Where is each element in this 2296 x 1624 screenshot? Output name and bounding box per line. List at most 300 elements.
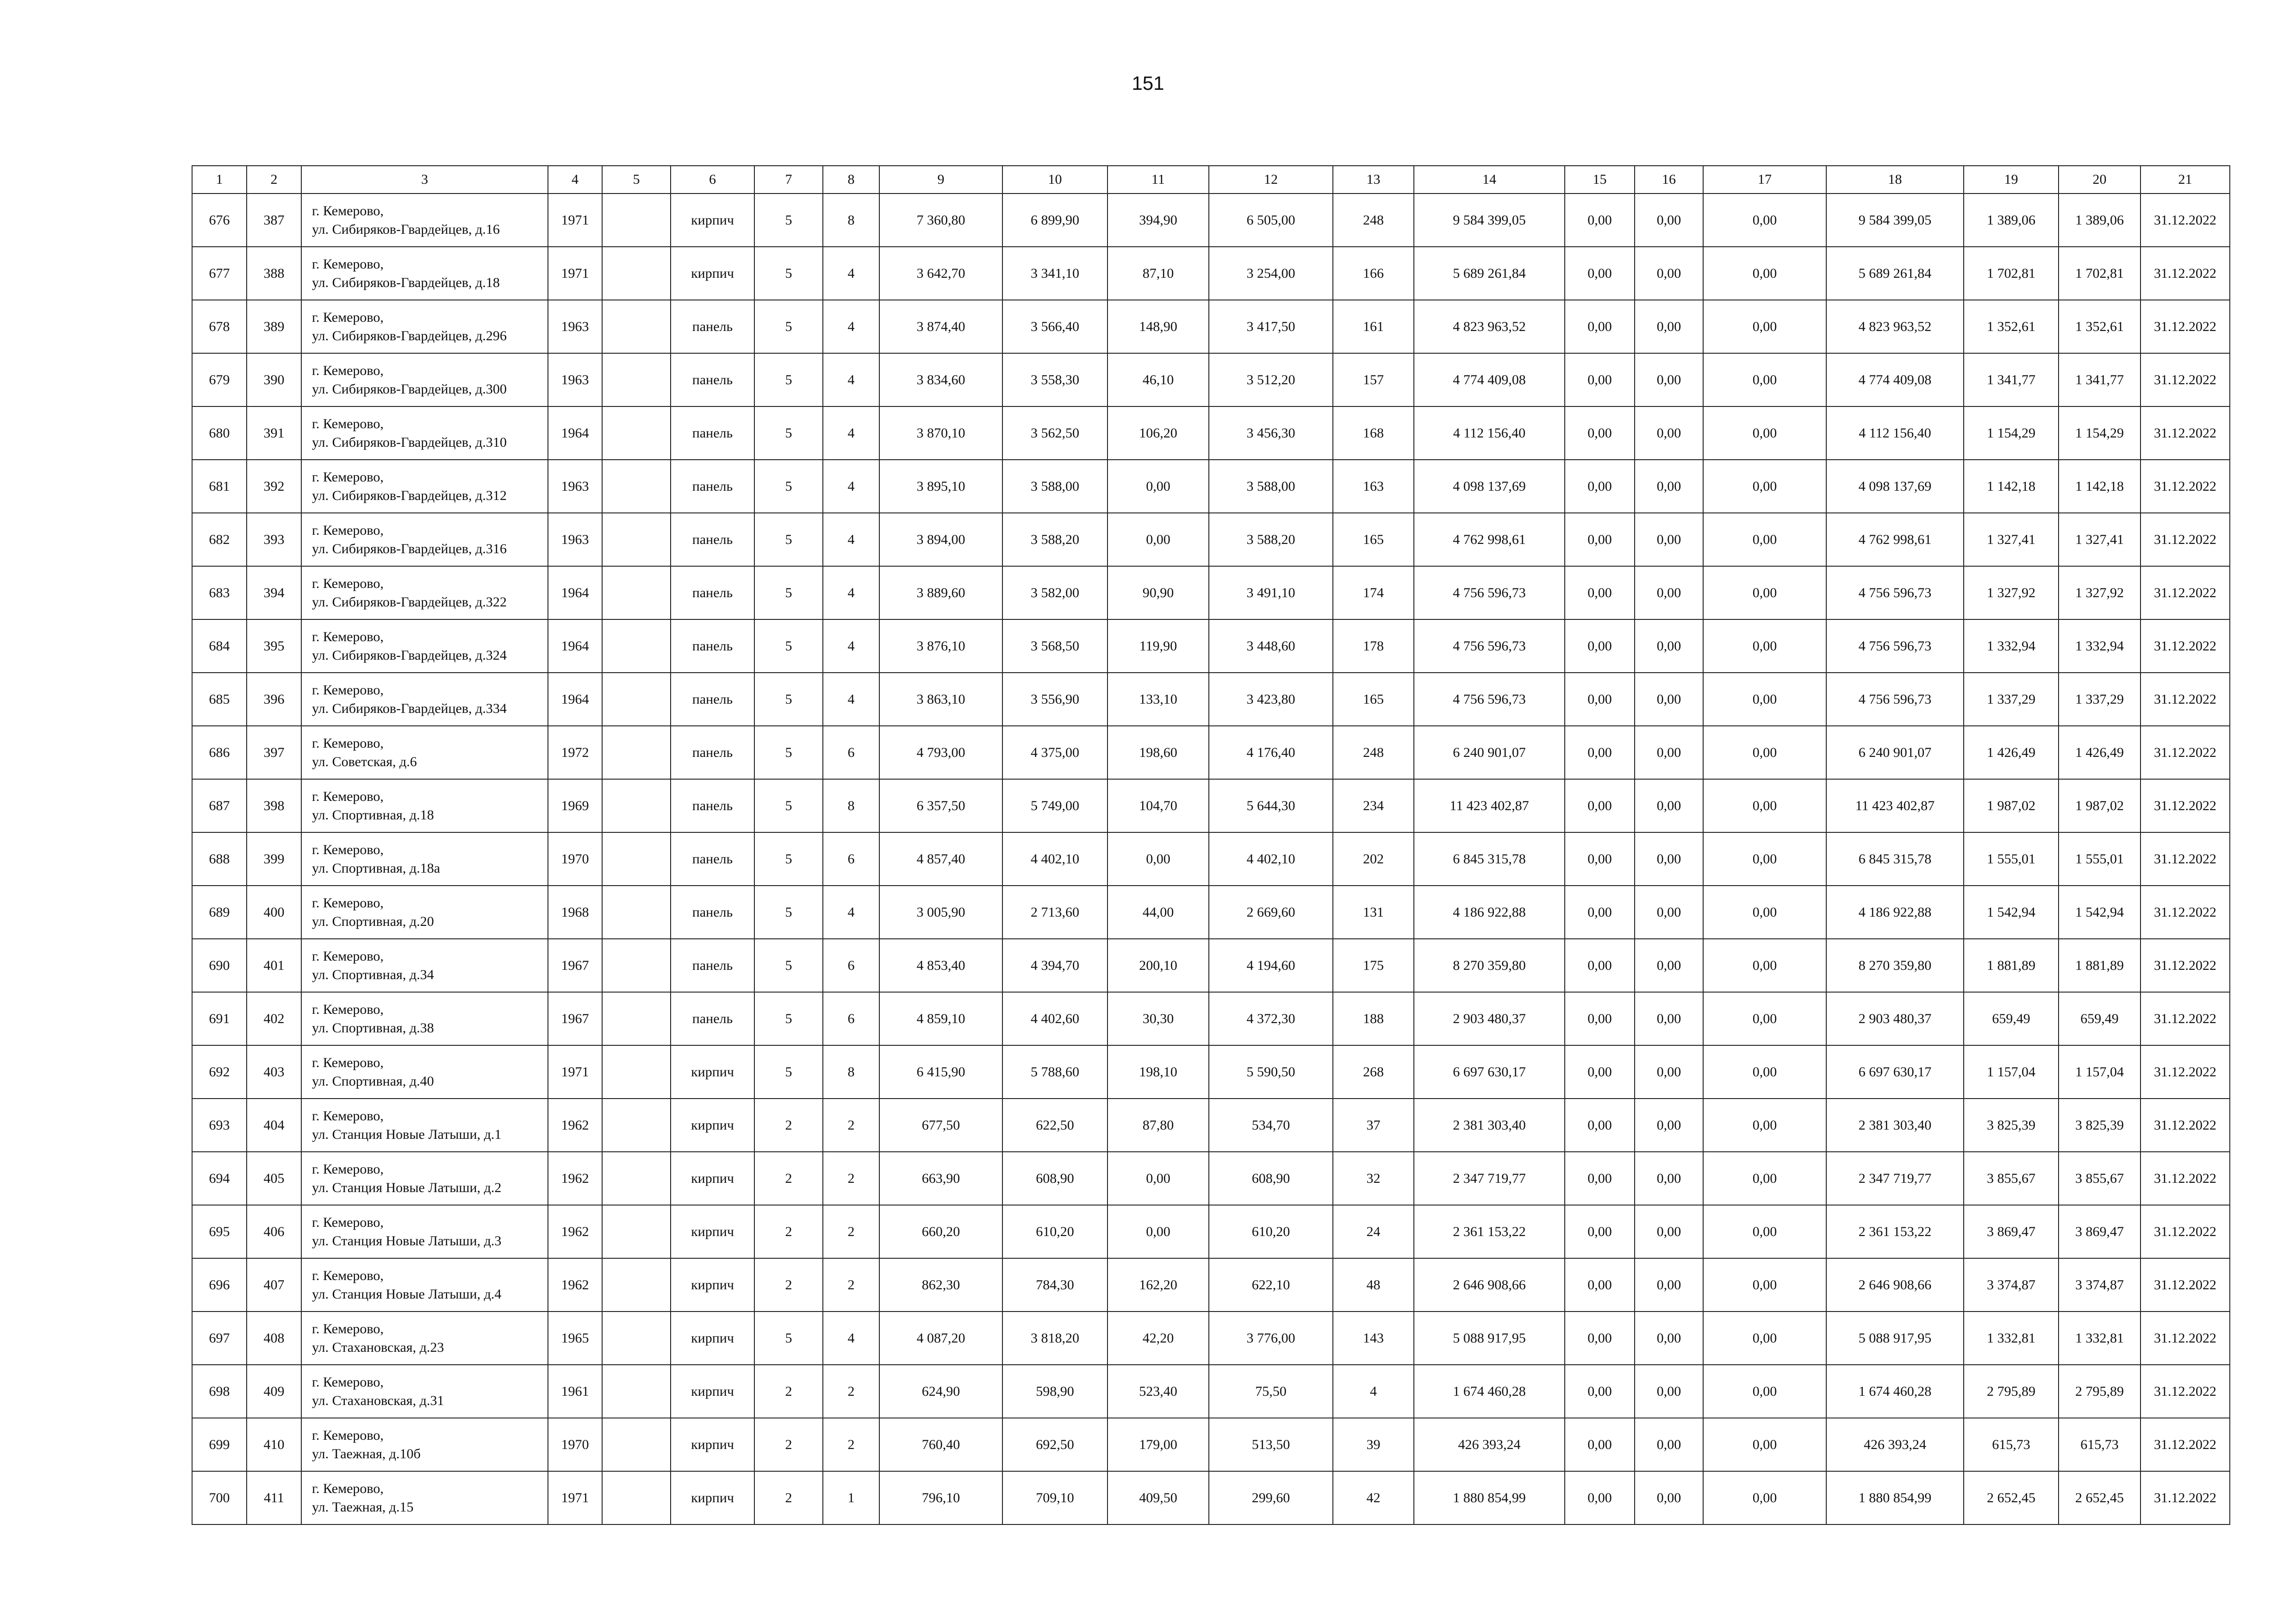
table-cell: 87,10	[1108, 247, 1209, 300]
column-header: 2	[247, 166, 301, 194]
table-cell: 4 756 596,73	[1826, 673, 1964, 726]
table-cell: 0,00	[1635, 992, 1703, 1045]
table-cell: 0,00	[1635, 1099, 1703, 1152]
table-cell: 3 889,60	[879, 566, 1002, 619]
table-cell: 31.12.2022	[2140, 726, 2230, 779]
table-cell: кирпич	[671, 1471, 754, 1524]
table-cell: 0,00	[1635, 619, 1703, 673]
table-cell	[602, 1471, 671, 1524]
table-cell: 1 154,29	[1964, 406, 2059, 460]
table-cell: 697	[192, 1312, 247, 1365]
table-cell: 0,00	[1635, 513, 1703, 566]
table-cell: 162,20	[1108, 1258, 1209, 1312]
table-cell: 6 240 901,07	[1414, 726, 1565, 779]
table-cell: 75,50	[1209, 1365, 1333, 1418]
table-cell: 8	[823, 194, 879, 247]
table-cell: 1 674 460,28	[1414, 1365, 1565, 1418]
table-cell: панель	[671, 353, 754, 406]
table-cell: 3 568,50	[1002, 619, 1108, 673]
table-cell: 408	[247, 1312, 301, 1365]
table-cell: панель	[671, 673, 754, 726]
table-cell: 0,00	[1635, 460, 1703, 513]
address-street: ул. Станция Новые Латыши, д.1	[312, 1126, 502, 1142]
table-cell: 5 689 261,84	[1826, 247, 1964, 300]
address-street: ул. Сибиряков-Гвардейцев, д.16	[312, 221, 500, 237]
table-cell: 0,00	[1565, 1205, 1635, 1258]
column-header: 15	[1565, 166, 1635, 194]
table-cell: 5	[754, 513, 823, 566]
address-cell	[301, 194, 548, 247]
table-cell: 1 327,41	[1964, 513, 2059, 566]
table-cell: 0,00	[1703, 460, 1826, 513]
table-row	[192, 406, 2230, 460]
table-cell: 0,00	[1703, 300, 1826, 353]
address-city: г. Кемерово,	[312, 1268, 384, 1283]
table-cell: 396	[247, 673, 301, 726]
table-cell: 0,00	[1703, 1471, 1826, 1524]
address-cell	[301, 1471, 548, 1524]
table-cell: 1965	[548, 1312, 602, 1365]
column-header: 13	[1333, 166, 1414, 194]
table-cell: 784,30	[1002, 1258, 1108, 1312]
table-cell: 2 646 908,66	[1826, 1258, 1964, 1312]
table-cell: 1962	[548, 1205, 602, 1258]
table-cell	[602, 832, 671, 886]
column-header: 8	[823, 166, 879, 194]
table-cell: 198,60	[1108, 726, 1209, 779]
table-cell: 1 426,49	[2059, 726, 2140, 779]
table-cell: 1	[823, 1471, 879, 1524]
table-cell: 87,80	[1108, 1099, 1209, 1152]
table-row	[192, 939, 2230, 992]
table-cell: 4	[823, 247, 879, 300]
address-city: г. Кемерово,	[312, 842, 384, 857]
table-cell: 1 332,94	[2059, 619, 2140, 673]
address-cell	[301, 406, 548, 460]
table-cell: 1964	[548, 406, 602, 460]
table-cell: 1 881,89	[2059, 939, 2140, 992]
table-cell: 5	[754, 460, 823, 513]
table-cell: 106,20	[1108, 406, 1209, 460]
table-cell: 1 327,92	[2059, 566, 2140, 619]
table-row	[192, 886, 2230, 939]
table-cell: 2	[754, 1205, 823, 1258]
address-cell	[301, 1418, 548, 1471]
table-row	[192, 513, 2230, 566]
table-cell: 5	[754, 353, 823, 406]
table-cell: панель	[671, 939, 754, 992]
table-cell: 5 088 917,95	[1826, 1312, 1964, 1365]
table-cell: 31.12.2022	[2140, 832, 2230, 886]
table-cell: 407	[247, 1258, 301, 1312]
table-cell: 660,20	[879, 1205, 1002, 1258]
table-cell: 678	[192, 300, 247, 353]
table-cell: кирпич	[671, 1099, 754, 1152]
table-cell: 4	[1333, 1365, 1414, 1418]
table-cell: 1962	[548, 1099, 602, 1152]
table-cell	[602, 619, 671, 673]
table-cell: 5	[754, 566, 823, 619]
address-cell	[301, 1365, 548, 1418]
table-cell: 31.12.2022	[2140, 513, 2230, 566]
table-cell: 1 542,94	[1964, 886, 2059, 939]
table-cell: 4	[823, 673, 879, 726]
table-cell: 2	[754, 1471, 823, 1524]
table-cell: 862,30	[879, 1258, 1002, 1312]
table-cell: 689	[192, 886, 247, 939]
address-cell	[301, 353, 548, 406]
table-cell: 48	[1333, 1258, 1414, 1312]
table-cell: 0,00	[1565, 194, 1635, 247]
table-cell: 0,00	[1565, 460, 1635, 513]
address-street: ул. Сибиряков-Гвардейцев, д.296	[312, 328, 507, 344]
table-cell	[602, 1418, 671, 1471]
table-cell: 2	[823, 1099, 879, 1152]
table-cell: 1970	[548, 1418, 602, 1471]
table-cell: 598,90	[1002, 1365, 1108, 1418]
table-cell: 690	[192, 939, 247, 992]
table-cell: 3 863,10	[879, 673, 1002, 726]
table-cell: 692	[192, 1045, 247, 1099]
table-cell: 0,00	[1108, 832, 1209, 886]
table-cell: 5	[754, 939, 823, 992]
address-street: ул. Стахановская, д.31	[312, 1393, 444, 1408]
address-cell	[301, 673, 548, 726]
table-cell: 11 423 402,87	[1826, 779, 1964, 832]
table-cell: 1967	[548, 992, 602, 1045]
table-cell	[602, 247, 671, 300]
table-cell: 0,00	[1565, 832, 1635, 886]
table-cell: 24	[1333, 1205, 1414, 1258]
table-cell: 686	[192, 726, 247, 779]
table-cell	[602, 1045, 671, 1099]
table-cell: 5 088 917,95	[1414, 1312, 1565, 1365]
column-header: 19	[1964, 166, 2059, 194]
table-cell: 3 491,10	[1209, 566, 1333, 619]
table-cell: 234	[1333, 779, 1414, 832]
table-cell: 0,00	[1703, 566, 1826, 619]
address-cell	[301, 1099, 548, 1152]
table-cell: 165	[1333, 513, 1414, 566]
table-cell: 709,10	[1002, 1471, 1108, 1524]
table-cell: 31.12.2022	[2140, 1312, 2230, 1365]
table-cell: 4 859,10	[879, 992, 1002, 1045]
table-cell: 610,20	[1002, 1205, 1108, 1258]
table-cell: 31.12.2022	[2140, 194, 2230, 247]
table-cell: 696	[192, 1258, 247, 1312]
table-cell: 0,00	[1565, 1365, 1635, 1418]
table-cell: 403	[247, 1045, 301, 1099]
housing-registry-table	[192, 165, 2230, 1525]
table-cell: 31.12.2022	[2140, 1258, 2230, 1312]
table-row	[192, 1312, 2230, 1365]
table-cell: 2 381 303,40	[1826, 1099, 1964, 1152]
address-cell	[301, 1205, 548, 1258]
table-cell: 198,10	[1108, 1045, 1209, 1099]
table-cell: 0,00	[1703, 619, 1826, 673]
table-cell: 683	[192, 566, 247, 619]
address-street: ул. Сибиряков-Гвардейцев, д.316	[312, 541, 507, 556]
table-cell: 178	[1333, 619, 1414, 673]
table-cell: 4 756 596,73	[1414, 566, 1565, 619]
table-cell: 398	[247, 779, 301, 832]
table-cell: 31.12.2022	[2140, 886, 2230, 939]
address-city: г. Кемерово,	[312, 735, 384, 751]
table-cell: 693	[192, 1099, 247, 1152]
table-cell: 2 903 480,37	[1414, 992, 1565, 1045]
table-cell: 1 157,04	[1964, 1045, 2059, 1099]
table-cell: 7 360,80	[879, 194, 1002, 247]
table-row	[192, 619, 2230, 673]
table-cell: 6	[823, 992, 879, 1045]
table-cell: 4 112 156,40	[1414, 406, 1565, 460]
table-cell: 4 098 137,69	[1414, 460, 1565, 513]
table-cell: 5	[754, 779, 823, 832]
address-cell	[301, 1045, 548, 1099]
table-cell	[602, 1258, 671, 1312]
table-cell: 676	[192, 194, 247, 247]
address-cell	[301, 619, 548, 673]
table-cell: кирпич	[671, 194, 754, 247]
table-cell: 6	[823, 726, 879, 779]
table-cell: 2 347 719,77	[1414, 1152, 1565, 1205]
table-cell	[602, 513, 671, 566]
table-cell: 3 456,30	[1209, 406, 1333, 460]
table-cell: 4 186 922,88	[1826, 886, 1964, 939]
table-cell: 0,00	[1565, 406, 1635, 460]
table-cell: 179,00	[1108, 1418, 1209, 1471]
column-header: 7	[754, 166, 823, 194]
table-cell	[602, 566, 671, 619]
address-street: ул. Спортивная, д.38	[312, 1020, 434, 1036]
address-city: г. Кемерово,	[312, 1374, 384, 1390]
table-cell: 248	[1333, 726, 1414, 779]
address-cell	[301, 886, 548, 939]
table-cell: 2	[754, 1258, 823, 1312]
address-city: г. Кемерово,	[312, 1001, 384, 1017]
address-cell	[301, 1152, 548, 1205]
table-cell: 5 788,60	[1002, 1045, 1108, 1099]
address-city: г. Кемерово,	[312, 309, 384, 325]
table-cell: 3 855,67	[1964, 1152, 2059, 1205]
table-cell: 624,90	[879, 1365, 1002, 1418]
table-cell: 3 894,00	[879, 513, 1002, 566]
table-cell: 681	[192, 460, 247, 513]
address-street: ул. Таежная, д.15	[312, 1499, 414, 1515]
address-street: ул. Таежная, д.10б	[312, 1446, 421, 1462]
table-cell: 3 588,00	[1209, 460, 1333, 513]
table-cell: 31.12.2022	[2140, 779, 2230, 832]
table-cell: 6 697 630,17	[1414, 1045, 1565, 1099]
table-cell: 0,00	[1703, 939, 1826, 992]
table-cell: 4 857,40	[879, 832, 1002, 886]
table-cell: 3 834,60	[879, 353, 1002, 406]
table-cell: 0,00	[1565, 1312, 1635, 1365]
table-cell: 0,00	[1635, 1312, 1703, 1365]
table-cell: 5 644,30	[1209, 779, 1333, 832]
table-cell: 0,00	[1635, 939, 1703, 992]
table-cell: 31.12.2022	[2140, 406, 2230, 460]
table-cell: 4 793,00	[879, 726, 1002, 779]
address-street: ул. Станция Новые Латыши, д.2	[312, 1180, 502, 1195]
table-cell: 268	[1333, 1045, 1414, 1099]
table-cell: 3 588,20	[1002, 513, 1108, 566]
table-cell: 1 987,02	[2059, 779, 2140, 832]
column-header: 20	[2059, 166, 2140, 194]
table-cell: 1 555,01	[1964, 832, 2059, 886]
table-cell	[602, 1152, 671, 1205]
table-cell: 0,00	[1635, 673, 1703, 726]
table-cell: 3 566,40	[1002, 300, 1108, 353]
table-cell: 409	[247, 1365, 301, 1418]
table-cell: 39	[1333, 1418, 1414, 1471]
table-cell: 1 426,49	[1964, 726, 2059, 779]
table-cell: 2	[823, 1152, 879, 1205]
address-city: г. Кемерово,	[312, 469, 384, 485]
table-cell: панель	[671, 566, 754, 619]
table-cell: 687	[192, 779, 247, 832]
table-cell: 1971	[548, 247, 602, 300]
table-cell: 6 240 901,07	[1826, 726, 1964, 779]
table-cell: кирпич	[671, 1418, 754, 1471]
table-cell: 409,50	[1108, 1471, 1209, 1524]
address-street: ул. Станция Новые Латыши, д.4	[312, 1286, 502, 1302]
table-cell: панель	[671, 406, 754, 460]
table-cell: 2	[823, 1258, 879, 1312]
table-cell: 3 254,00	[1209, 247, 1333, 300]
table-cell: 4	[823, 300, 879, 353]
table-cell: 1970	[548, 832, 602, 886]
address-cell	[301, 726, 548, 779]
table-cell: 0,00	[1565, 300, 1635, 353]
table-cell: 513,50	[1209, 1418, 1333, 1471]
table-cell: 1 332,94	[1964, 619, 2059, 673]
table-cell: 42	[1333, 1471, 1414, 1524]
table-cell: 2 347 719,77	[1826, 1152, 1964, 1205]
table-cell: 31.12.2022	[2140, 1365, 2230, 1418]
address-street: ул. Сибиряков-Гвардейцев, д.334	[312, 700, 507, 716]
address-street: ул. Сибиряков-Гвардейцев, д.324	[312, 647, 507, 663]
table-cell: панель	[671, 300, 754, 353]
address-cell	[301, 1312, 548, 1365]
table-cell: 0,00	[1108, 513, 1209, 566]
table-cell: 410	[247, 1418, 301, 1471]
table-cell: панель	[671, 513, 754, 566]
table-cell: кирпич	[671, 1045, 754, 1099]
table-cell: 31.12.2022	[2140, 1205, 2230, 1258]
table-cell: 3 588,20	[1209, 513, 1333, 566]
table-cell	[602, 939, 671, 992]
table-cell: 399	[247, 832, 301, 886]
table-cell: 5	[754, 194, 823, 247]
table-cell: 5	[754, 992, 823, 1045]
table-cell: 188	[1333, 992, 1414, 1045]
column-header: 6	[671, 166, 754, 194]
table-cell: 405	[247, 1152, 301, 1205]
address-street: ул. Сибиряков-Гвардейцев, д.322	[312, 594, 507, 610]
table-cell: 0,00	[1635, 1258, 1703, 1312]
table-cell: 6 899,90	[1002, 194, 1108, 247]
table-cell: 3 423,80	[1209, 673, 1333, 726]
table-cell	[602, 1099, 671, 1152]
table-cell: 1 341,77	[1964, 353, 2059, 406]
table-cell: 1964	[548, 566, 602, 619]
table-cell: 3 582,00	[1002, 566, 1108, 619]
table-cell: 6 415,90	[879, 1045, 1002, 1099]
table-cell: 0,00	[1565, 619, 1635, 673]
table-cell: 31.12.2022	[2140, 1045, 2230, 1099]
table-cell: 0,00	[1635, 779, 1703, 832]
table-cell: 4 176,40	[1209, 726, 1333, 779]
table-cell: 2 381 303,40	[1414, 1099, 1565, 1152]
table-row	[192, 1258, 2230, 1312]
table-cell: 5 590,50	[1209, 1045, 1333, 1099]
table-cell: 30,30	[1108, 992, 1209, 1045]
address-city: г. Кемерово,	[312, 416, 384, 431]
table-cell	[602, 726, 671, 779]
table-cell: 1969	[548, 779, 602, 832]
table-cell: 31.12.2022	[2140, 619, 2230, 673]
table-cell: 200,10	[1108, 939, 1209, 992]
table-cell: 1 332,81	[2059, 1312, 2140, 1365]
table-cell: 5	[754, 247, 823, 300]
table-cell: 3 825,39	[2059, 1099, 2140, 1152]
table-cell: 1962	[548, 1258, 602, 1312]
table-cell: 1 337,29	[2059, 673, 2140, 726]
table-cell: 2	[823, 1365, 879, 1418]
table-cell: 1 142,18	[2059, 460, 2140, 513]
table-cell: 31.12.2022	[2140, 673, 2230, 726]
table-cell: 0,00	[1565, 1152, 1635, 1205]
table-cell: 0,00	[1565, 353, 1635, 406]
table-cell: 682	[192, 513, 247, 566]
table-row	[192, 673, 2230, 726]
table-row	[192, 353, 2230, 406]
table-cell: 0,00	[1703, 194, 1826, 247]
table-cell: 622,50	[1002, 1099, 1108, 1152]
table-cell: 2	[754, 1365, 823, 1418]
table-row	[192, 779, 2230, 832]
table-cell: 1961	[548, 1365, 602, 1418]
address-cell	[301, 247, 548, 300]
table-cell: 0,00	[1635, 886, 1703, 939]
table-cell: 31.12.2022	[2140, 1471, 2230, 1524]
table-cell: 5	[754, 1312, 823, 1365]
table-cell: 1 327,92	[1964, 566, 2059, 619]
table-cell: 0,00	[1635, 194, 1703, 247]
table-cell: 4 375,00	[1002, 726, 1108, 779]
table-cell: 5	[754, 886, 823, 939]
table-cell	[602, 1205, 671, 1258]
table-cell: 700	[192, 1471, 247, 1524]
table-cell: 0,00	[1565, 247, 1635, 300]
column-header: 1	[192, 166, 247, 194]
table-cell: 0,00	[1565, 566, 1635, 619]
table-cell: 11 423 402,87	[1414, 779, 1565, 832]
table-cell: 3 417,50	[1209, 300, 1333, 353]
table-cell	[602, 779, 671, 832]
address-street: ул. Спортивная, д.40	[312, 1073, 434, 1089]
table-cell: 659,49	[2059, 992, 2140, 1045]
table-cell: 393	[247, 513, 301, 566]
address-cell	[301, 992, 548, 1045]
table-cell: 0,00	[1703, 1418, 1826, 1471]
table-cell: 3 869,47	[2059, 1205, 2140, 1258]
table-cell: 5	[754, 619, 823, 673]
table-cell: 1 881,89	[1964, 939, 2059, 992]
table-cell: 0,00	[1703, 1258, 1826, 1312]
table-cell: 0,00	[1565, 513, 1635, 566]
